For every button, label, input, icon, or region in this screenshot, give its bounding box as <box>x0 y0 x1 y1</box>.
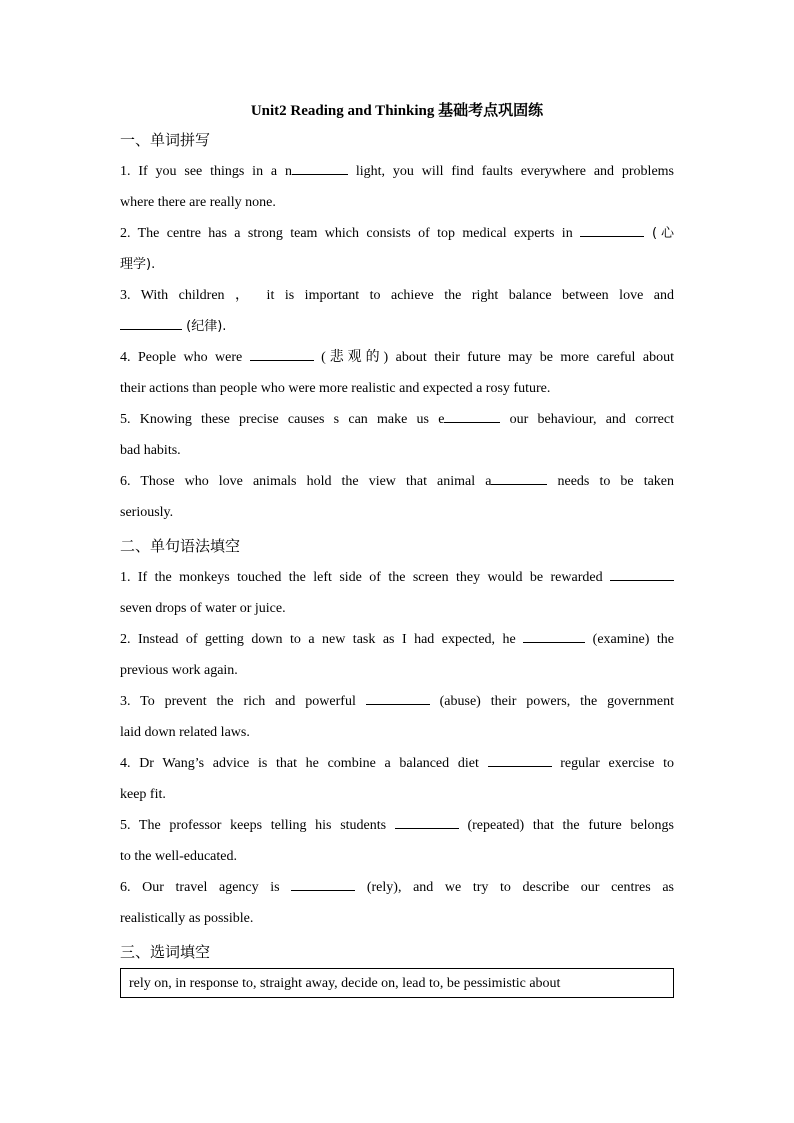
question-text: 6. Our travel agency is <box>120 880 292 895</box>
word-bank-box: rely on, in response to, straight away, decide on, lead to, be pessimistic about <box>120 968 674 998</box>
question-text: our behaviour, and correct <box>500 412 674 427</box>
question-item <box>120 872 674 934</box>
question-item <box>120 748 674 810</box>
question-line <box>120 872 674 903</box>
answer-blank[interactable] <box>292 159 348 175</box>
answer-blank[interactable] <box>250 345 314 361</box>
question-text: regular exercise to <box>551 756 674 771</box>
question-item <box>120 466 674 528</box>
question-line <box>120 562 674 593</box>
answer-blank[interactable] <box>523 627 585 643</box>
question-text: 2. The centre has a strong team which consists of top medical experts in <box>120 226 581 241</box>
question-text: (repeated) that the future belongs <box>458 818 674 833</box>
question-text: 1. If you see things in a n <box>120 164 292 179</box>
answer-blank[interactable] <box>291 875 355 891</box>
question-text: (rely), and we try to describe our centres as <box>355 880 674 895</box>
question-line <box>120 686 674 717</box>
question-line <box>120 624 674 655</box>
question-line <box>120 311 674 342</box>
question-text: needs to be taken <box>547 474 674 489</box>
question-text: light, you will find faults everywhere and problems <box>347 164 674 179</box>
question-line: to the well-educated. <box>120 849 238 864</box>
worksheet-page <box>120 100 674 998</box>
question-line: bad habits. <box>120 443 181 458</box>
question-item <box>120 810 674 872</box>
question-text: (悲观的) about their future may be more careful about <box>313 350 674 365</box>
question-line <box>120 404 674 435</box>
page-title: Unit2 Reading and Thinking 基础考点巩固练 <box>250 103 544 119</box>
question-line <box>120 466 674 497</box>
question-text: (纪律). <box>182 319 227 334</box>
question-line <box>120 156 674 187</box>
question-text: 3. To prevent the rich and powerful <box>120 694 366 709</box>
answer-blank[interactable] <box>444 407 500 423</box>
question-text: 1. If the monkeys touched the left side of the screen they would be rewarded <box>120 570 610 585</box>
question-text: (examine) the <box>585 632 674 647</box>
question-line: keep fit. <box>120 787 166 802</box>
question-line <box>120 748 674 779</box>
question-line: realistically as possible. <box>120 911 254 926</box>
answer-blank[interactable] <box>488 751 552 767</box>
question-item <box>120 156 674 218</box>
question-line: where there are really none. <box>120 195 276 210</box>
answer-blank[interactable] <box>366 689 430 705</box>
question-line: laid down related laws. <box>120 725 250 740</box>
question-text: 2. Instead of getting down to a new task as I had expected, he <box>120 632 524 647</box>
question-text: 5. Knowing these precise causes s can make us e <box>120 412 445 427</box>
question-item <box>120 280 674 342</box>
question-line <box>120 342 674 373</box>
question-line: 理学). <box>120 257 156 272</box>
question-item <box>120 218 674 280</box>
question-item <box>120 624 674 686</box>
question-line <box>120 810 674 841</box>
question-item <box>120 342 674 404</box>
question-line: 3. With children ， it is important to achieve the right balance between love and <box>120 288 674 303</box>
section-heading-word-choice: 三、选词填空 <box>120 943 211 961</box>
answer-blank[interactable] <box>610 565 674 581</box>
answer-blank[interactable] <box>120 314 182 330</box>
question-text: (abuse) their powers, the government <box>429 694 674 709</box>
question-item <box>120 404 674 466</box>
question-line <box>120 218 674 249</box>
question-text: 4. Dr Wang’s advice is that he combine a balanced diet <box>120 756 488 771</box>
question-text: (心 <box>644 226 674 241</box>
answer-blank[interactable] <box>580 221 644 237</box>
question-text: 5. The professor keeps telling his students <box>120 818 395 833</box>
question-item <box>120 686 674 748</box>
question-text: 6. Those who love animals hold the view that animal a <box>120 474 492 489</box>
question-item <box>120 562 674 624</box>
section-heading-word-spelling: 一、单词拼写 <box>120 131 211 149</box>
question-line: previous work again. <box>120 663 238 678</box>
question-line: their actions than people who were more realistic and expected a rosy future. <box>120 381 551 396</box>
question-text: 4. People who were <box>120 350 250 365</box>
question-line: seven drops of water or juice. <box>120 601 286 616</box>
answer-blank[interactable] <box>395 813 459 829</box>
section-heading-grammar-fill: 二、单句语法填空 <box>120 537 241 555</box>
answer-blank[interactable] <box>491 469 547 485</box>
question-line: seriously. <box>120 505 174 520</box>
